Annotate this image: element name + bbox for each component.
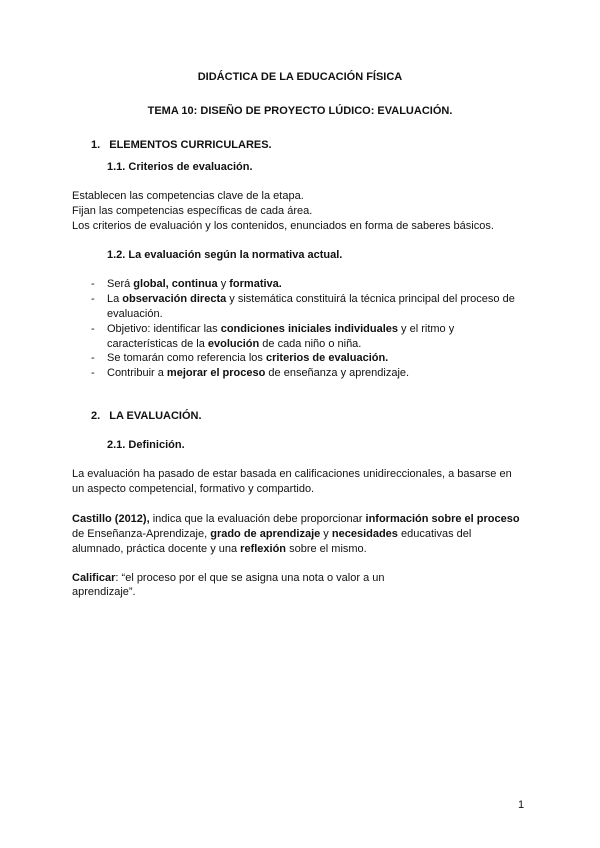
section-number: 1. bbox=[91, 139, 101, 151]
paragraph-line: un aspecto competencial, formativo y compartido. bbox=[72, 483, 315, 495]
bullet-dash: - bbox=[91, 367, 95, 379]
paragraph-line: aprendizaje”. bbox=[72, 586, 136, 598]
bullet-dash: - bbox=[91, 352, 95, 364]
paragraph-line: alumnado, práctica docente y una reflexión sobre el mismo. bbox=[72, 543, 367, 555]
document-subtitle: TEMA 10: DISEÑO DE PROYECTO LÚDICO: EVALUACIÓN. bbox=[147, 105, 453, 117]
bullet-text: Objetivo: identificar las condiciones iniciales individuales y el ritmo y bbox=[107, 323, 455, 335]
paragraph-line: Fijan las competencias específicas de cada área. bbox=[72, 205, 313, 217]
bullet-continuation: características de la evolución de cada niño o niña. bbox=[107, 338, 362, 350]
section-label: LA EVALUACIÓN. bbox=[109, 410, 202, 422]
document-title: DIDÁCTICA DE LA EDUCACIÓN FÍSICA bbox=[197, 71, 403, 83]
subsection-2-1-heading: 2.1. Definición. bbox=[107, 439, 185, 451]
paragraph-line: Los criterios de evaluación y los contenidos, enunciados en forma de saberes básicos. bbox=[72, 220, 494, 232]
paragraph-line: La evaluación ha pasado de estar basada en calificaciones unidireccionales, a basarse en bbox=[72, 468, 512, 480]
bullet-continuation: evaluación. bbox=[107, 308, 163, 320]
bullet-dash: - bbox=[91, 278, 95, 290]
paragraph-line: Establecen las competencias clave de la etapa. bbox=[72, 190, 304, 202]
paragraph-line: Calificar: “el proceso por el que se asigna una nota o valor a un bbox=[72, 572, 385, 584]
bullet-text: La observación directa y sistemática constituirá la técnica principal del proceso de bbox=[107, 293, 515, 305]
section-2-heading bbox=[91, 409, 202, 423]
bullet-text: Contribuir a mejorar el proceso de enseñanza y aprendizaje. bbox=[107, 367, 410, 379]
subsection-1-2-heading: 1.2. La evaluación según la normativa actual. bbox=[107, 249, 343, 261]
page-number: 1 bbox=[518, 799, 525, 811]
section-label: ELEMENTOS CURRICULARES. bbox=[109, 139, 272, 151]
subsection-1-1-heading: 1.1. Criterios de evaluación. bbox=[107, 161, 253, 173]
bullet-dash: - bbox=[91, 293, 95, 305]
section-number: 2. bbox=[91, 410, 101, 422]
bullet-text: Será global, continua y formativa. bbox=[107, 278, 282, 290]
bullet-text: Se tomarán como referencia los criterios de evaluación. bbox=[107, 352, 389, 364]
paragraph-line: Castillo (2012), indica que la evaluación debe proporcionar información sobre el proceso bbox=[72, 513, 520, 525]
paragraph-line: de Enseñanza-Aprendizaje, grado de aprendizaje y necesidades educativas del bbox=[72, 528, 472, 540]
section-1-heading bbox=[91, 138, 272, 152]
bullet-dash: - bbox=[91, 323, 95, 335]
